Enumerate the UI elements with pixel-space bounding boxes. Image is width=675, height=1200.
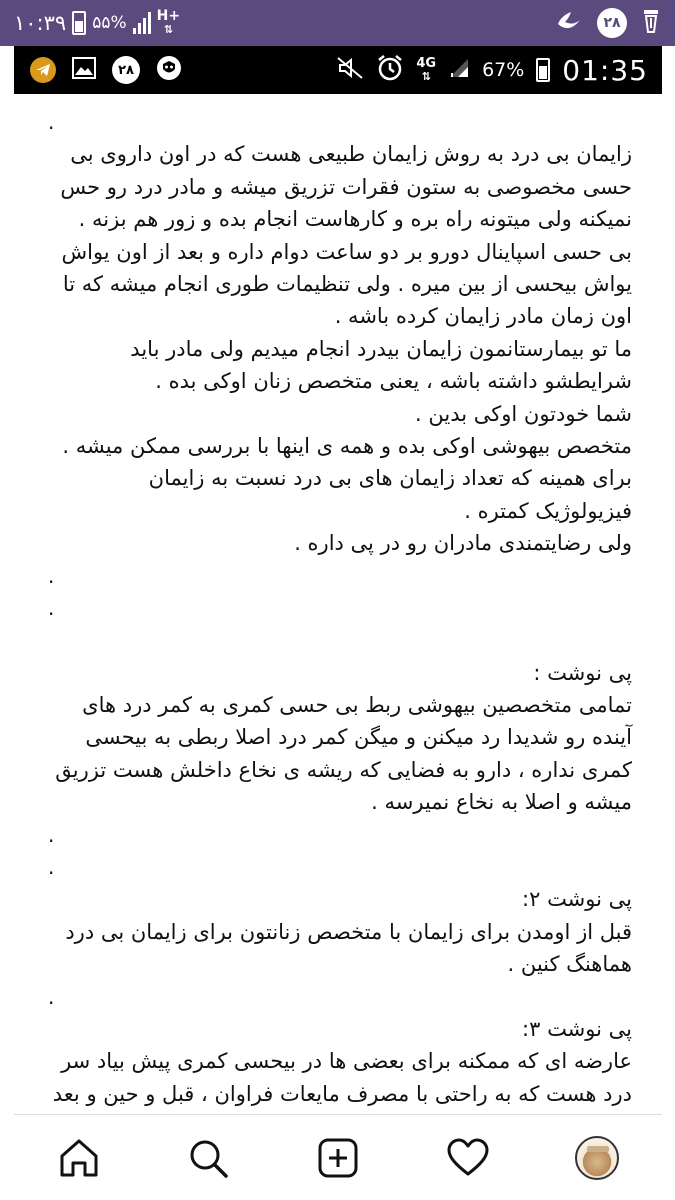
paragraph-line: برای همینه که تعداد زایمان های بی درد نسبت به زایمان فیزیولوژیک کمتره . bbox=[148, 466, 632, 523]
cleaner-icon bbox=[641, 8, 661, 38]
separator-dot: . bbox=[48, 822, 55, 847]
cell-signal-icon bbox=[448, 57, 470, 84]
paragraph-line: بی حسی اسپاینال دورو بر دو ساعت دوام داره و بعد از اون یواش یواش بیحسی از بین میره . ولی تنظیمات طوری انجام میشه که تا اون زمان مادر زایمان کرده باشه . bbox=[61, 239, 632, 329]
outer-battery-percent: ۵۵% bbox=[92, 13, 127, 33]
moon-icon bbox=[555, 10, 583, 36]
inner-battery-icon bbox=[536, 58, 550, 82]
signal-icon bbox=[133, 12, 151, 34]
home-icon[interactable] bbox=[49, 1128, 109, 1188]
inner-status-bar bbox=[14, 46, 662, 94]
inner-notification-badge: ۲۸ bbox=[112, 56, 140, 84]
heart-icon[interactable] bbox=[438, 1128, 498, 1188]
paragraph-line: متخصص بیهوشی اوکی بده و همه ی اینها با بررسی ممکن میشه . bbox=[62, 434, 632, 459]
paragraph-line: ولی رضایتمندی مادران رو در پی داره . bbox=[294, 531, 632, 556]
ps3-title: پی نوشت ۳: bbox=[522, 1016, 632, 1041]
paragraph-line: ما تو بیمارستانمون زایمان بیدرد انجام میدیم ولی مادر باید شرایطشو داشته باشه ، یعنی متخصص زنان اوکی بده . bbox=[130, 336, 632, 394]
search-icon[interactable] bbox=[178, 1128, 238, 1188]
separator-dot: . bbox=[48, 854, 55, 879]
bottom-navigation bbox=[14, 1114, 662, 1200]
separator-dot: . bbox=[48, 563, 55, 588]
separator-dot: . bbox=[48, 110, 55, 134]
outer-clock: ۱۰:۳۹ bbox=[14, 11, 67, 35]
inner-clock: 01:35 bbox=[562, 53, 648, 87]
mute-icon bbox=[336, 56, 364, 85]
alarm-icon bbox=[376, 54, 404, 87]
post-text bbox=[14, 94, 662, 1110]
inner-battery-percent: 67% bbox=[482, 59, 525, 81]
battery-icon bbox=[72, 11, 86, 35]
add-post-icon[interactable] bbox=[308, 1128, 368, 1188]
separator-dot: . bbox=[48, 596, 55, 621]
profile-avatar[interactable] bbox=[567, 1128, 627, 1188]
paragraph-line: شما خودتون اوکی بدین . bbox=[415, 401, 632, 426]
outer-status-bar bbox=[0, 0, 675, 46]
avatar bbox=[575, 1136, 619, 1180]
post-content-area[interactable] bbox=[14, 94, 662, 1114]
shield-icon bbox=[156, 55, 182, 85]
telegram-icon bbox=[30, 57, 56, 83]
lte-indicator: 4G ⇅ bbox=[416, 56, 437, 83]
ps1-title: پی نوشت : bbox=[533, 660, 632, 685]
ps3-text: عارضه ای که ممکنه برای بعضی ها در بیحسی کمری پیش بیاد سر درد هست که به راحتی با مصرف مایعات فراوان ، قبل و حین و بعد bbox=[52, 1049, 632, 1106]
ps1-text: تمامی متخصصین بیهوشی ربط بی حسی کمری به کمر درد های آینده رو شدیدا رد میکنن و میگن کمر درد اصلا ربطی به بیحسی کمری نداره ، دارو به فضایی که ریشه ی نخاع داخلش هست تزریق میشه و اصلا به نخاع نمیرسه . bbox=[55, 692, 632, 815]
ps2-title: پی نوشت ۲: bbox=[522, 887, 632, 912]
paragraph-line: زایمان بی درد به روش زایمان طبیعی هست که در اون داروی بی حسی مخصوصی به ستون فقرات تزریق میشه و مادر درد رو حس نمیکنه ولی میتونه راه بره و کارهاست انجام بده و زور هم بزنه . bbox=[60, 142, 632, 232]
image-icon bbox=[72, 57, 96, 83]
network-indicator: H+ ⇅ bbox=[156, 8, 181, 36]
notification-badge: ۲۸ bbox=[597, 8, 627, 38]
separator-dot: . bbox=[48, 984, 55, 1009]
ps2-text: قبل از اومدن برای زایمان با متخصص زنانتون برای زایمان بی درد هماهنگ کنین . bbox=[65, 919, 632, 977]
